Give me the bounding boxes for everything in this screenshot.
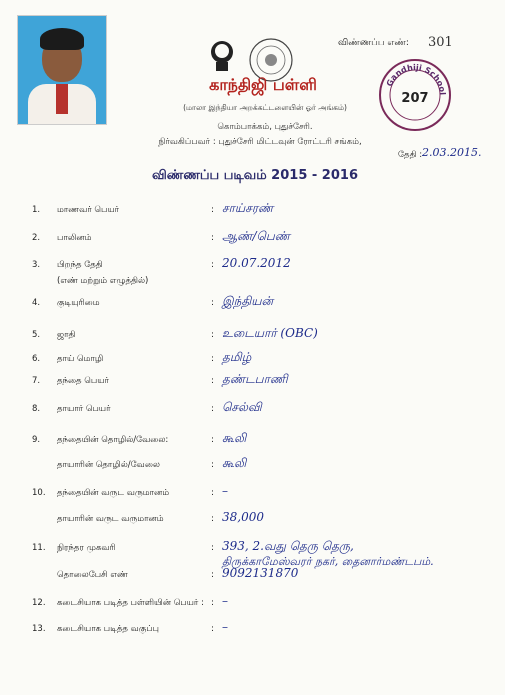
field-label: தாய் மொழி [57,354,104,364]
school-stamp [378,58,452,132]
field-value: 20.07.2012 [222,256,291,270]
field-label: நிரந்தர முகவரி [57,543,116,553]
field-label: தாயார் பெயர் [57,404,111,414]
field-colon: : [211,435,215,445]
field-value-line2: திருக்காமேஸ்வரர் நகர், தைனார்மண்டபம். [222,555,434,568]
field-colon: : [211,488,215,498]
field-value: – [222,594,228,608]
field-label: கடைசியாக படித்த வகுப்பு [57,624,159,634]
field-value: தமிழ் [222,350,252,364]
field-colon: : [211,598,215,608]
field-colon: : [211,376,215,386]
field-value: 9092131870 [222,566,299,580]
administrator-text: நிர்வகிப்பவர் : புதுச்சேரி மிட்டவுன் ரோட்டரி சங்கம், [158,137,362,147]
row-number: 5. [32,330,41,340]
photo-hair [40,28,84,50]
date-label: தேதி : [398,150,423,160]
form-title: விண்ணப்ப படிவம் 2015 - 2016 [151,168,358,183]
field-value: சாய்சரண் [222,201,274,215]
field-colon: : [211,570,215,580]
affiliation-text: (மாலா இந்தியா அறக்கட்டளையின் ஓர் அங்கம்) [183,103,347,112]
field-colon: : [211,460,215,470]
row-number: 4. [32,298,41,308]
field-label: தந்தையின் வருட வருமானம் [57,488,170,498]
field-label-sub: (எண் மற்றும் எழுத்தில்) [57,276,149,286]
application-number-label: விண்ணப்ப எண்: [338,38,409,48]
field-value: – [222,620,228,634]
field-value: ஆண்/பெண் [222,229,291,243]
row-number: 11. [32,543,46,553]
field-label: தந்தையின் தொழில்/வேலை: [57,435,169,445]
field-value: 393, 2.வது தெரு தெரு, [222,539,354,553]
field-colon: : [211,624,215,634]
field-value: – [222,484,228,498]
row-number: 7. [32,376,41,386]
field-value: கூலி [222,431,247,445]
row-number: 3. [32,260,41,270]
field-label: மாணவர் பெயர் [57,205,120,215]
field-label: தொலைபேசி எண் [57,570,128,580]
stamp-number: 207 [401,91,429,106]
field-value: கூலி [222,456,247,470]
field-colon: : [211,260,215,270]
field-value: உடையார் (OBC) [222,326,318,340]
row-number: 13. [32,624,46,634]
field-colon: : [211,330,215,340]
field-colon: : [211,514,215,524]
field-colon: : [211,543,215,553]
field-label: பாலினம் [57,233,92,243]
row-number: 9. [32,435,41,445]
row-number: 8. [32,404,41,414]
row-number: 6. [32,354,41,364]
date-value: 2.03.2015. [422,146,482,159]
field-value: இந்தியன் [222,294,274,308]
stamp-text: Gandhiji School [384,62,448,96]
gandhi-logo [205,38,239,72]
field-colon: : [211,205,215,215]
field-colon: : [211,354,215,364]
school-name: காந்திஜி பள்ளி [209,75,317,94]
field-label: ஜாதி [57,330,76,340]
row-number: 1. [32,205,41,215]
field-label: தாயாரின் வருட வருமானம் [57,514,164,524]
application-number: 301 [428,35,453,50]
field-label: பிறந்த தேதி [57,260,103,270]
school-address: கொம்பாக்கம், புதுச்சேரி. [217,122,313,132]
field-colon: : [211,298,215,308]
field-label: கடைசியாக படித்த பள்ளியின் பெயர் : [57,598,204,608]
row-number: 10. [32,488,46,498]
row-number: 2. [32,233,41,243]
field-value: செல்வி [222,400,262,414]
field-value: 38,000 [222,510,264,524]
field-value: தண்டபாணி [222,372,288,386]
field-colon: : [211,233,215,243]
field-colon: : [211,404,215,414]
photo-shirt-trim [56,84,68,114]
student-photo [17,15,107,125]
field-label: தந்தை பெயர் [57,376,109,386]
row-number: 12. [32,598,46,608]
field-label: குடியுரிமை [57,298,100,308]
field-label: தாயாரின் தொழில்/வேலை [57,460,160,470]
